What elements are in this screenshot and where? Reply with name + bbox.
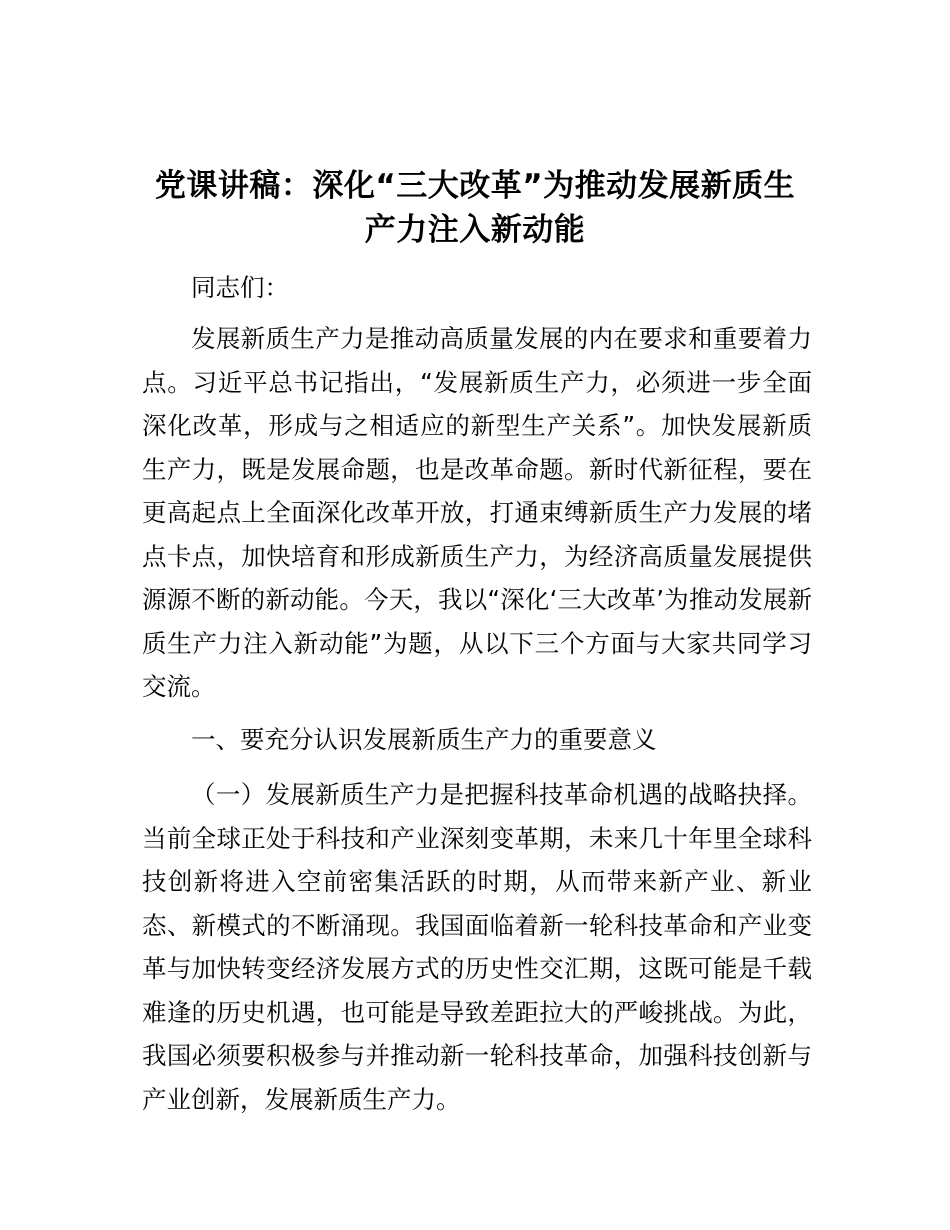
greeting: 同志们：	[191, 273, 289, 302]
document-title	[142, 164, 808, 252]
paragraph-section-1-1: （一）发展新质生产力是把握科技革命机遇的战略抉择。当前全球正处于科技和产业深刻变革期，未来几十年里全球科技创新将进入空前密集活跃的时期，从而带来新产业、新业态、新模式的不断涌现。我国面临着新一轮科技革命和产业变革与加快转变经济发展方式的历史性交汇期，这既可能是千载难逢的历史机遇，也可能是导致差距拉大的严峻挑战。为此，我国必须要积极参与并推动新一轮科技革命，加强科技创新与产业创新，发展新质生产力。	[142, 780, 812, 1114]
title-line-1: 党课讲稿：深化“三大改革”为推动发展新质生	[154, 168, 796, 204]
paragraph-intro: 发展新质生产力是推动高质量发展的内在要求和重要着力点。习近平总书记指出，“发展新质生产力，必须进一步全面深化改革，形成与之相适应的新型生产关系”。加快发展新质生产力，既是发展命题，也是改革命题。新时代新征程，要在更高起点上全面深化改革开放，打通束缚新质生产力发展的堵点卡点，加快培育和形成新质生产力，为经济高质量发展提供源源不断的新动能。今天，我以“深化‘三大改革’为推动发展新质生产力注入新动能”为题，从以下三个方面与大家共同学习交流。	[142, 324, 812, 701]
section-heading-1: 一、要充分认识发展新质生产力的重要意义	[191, 725, 657, 754]
title-line-2: 产力注入新动能	[364, 212, 586, 248]
